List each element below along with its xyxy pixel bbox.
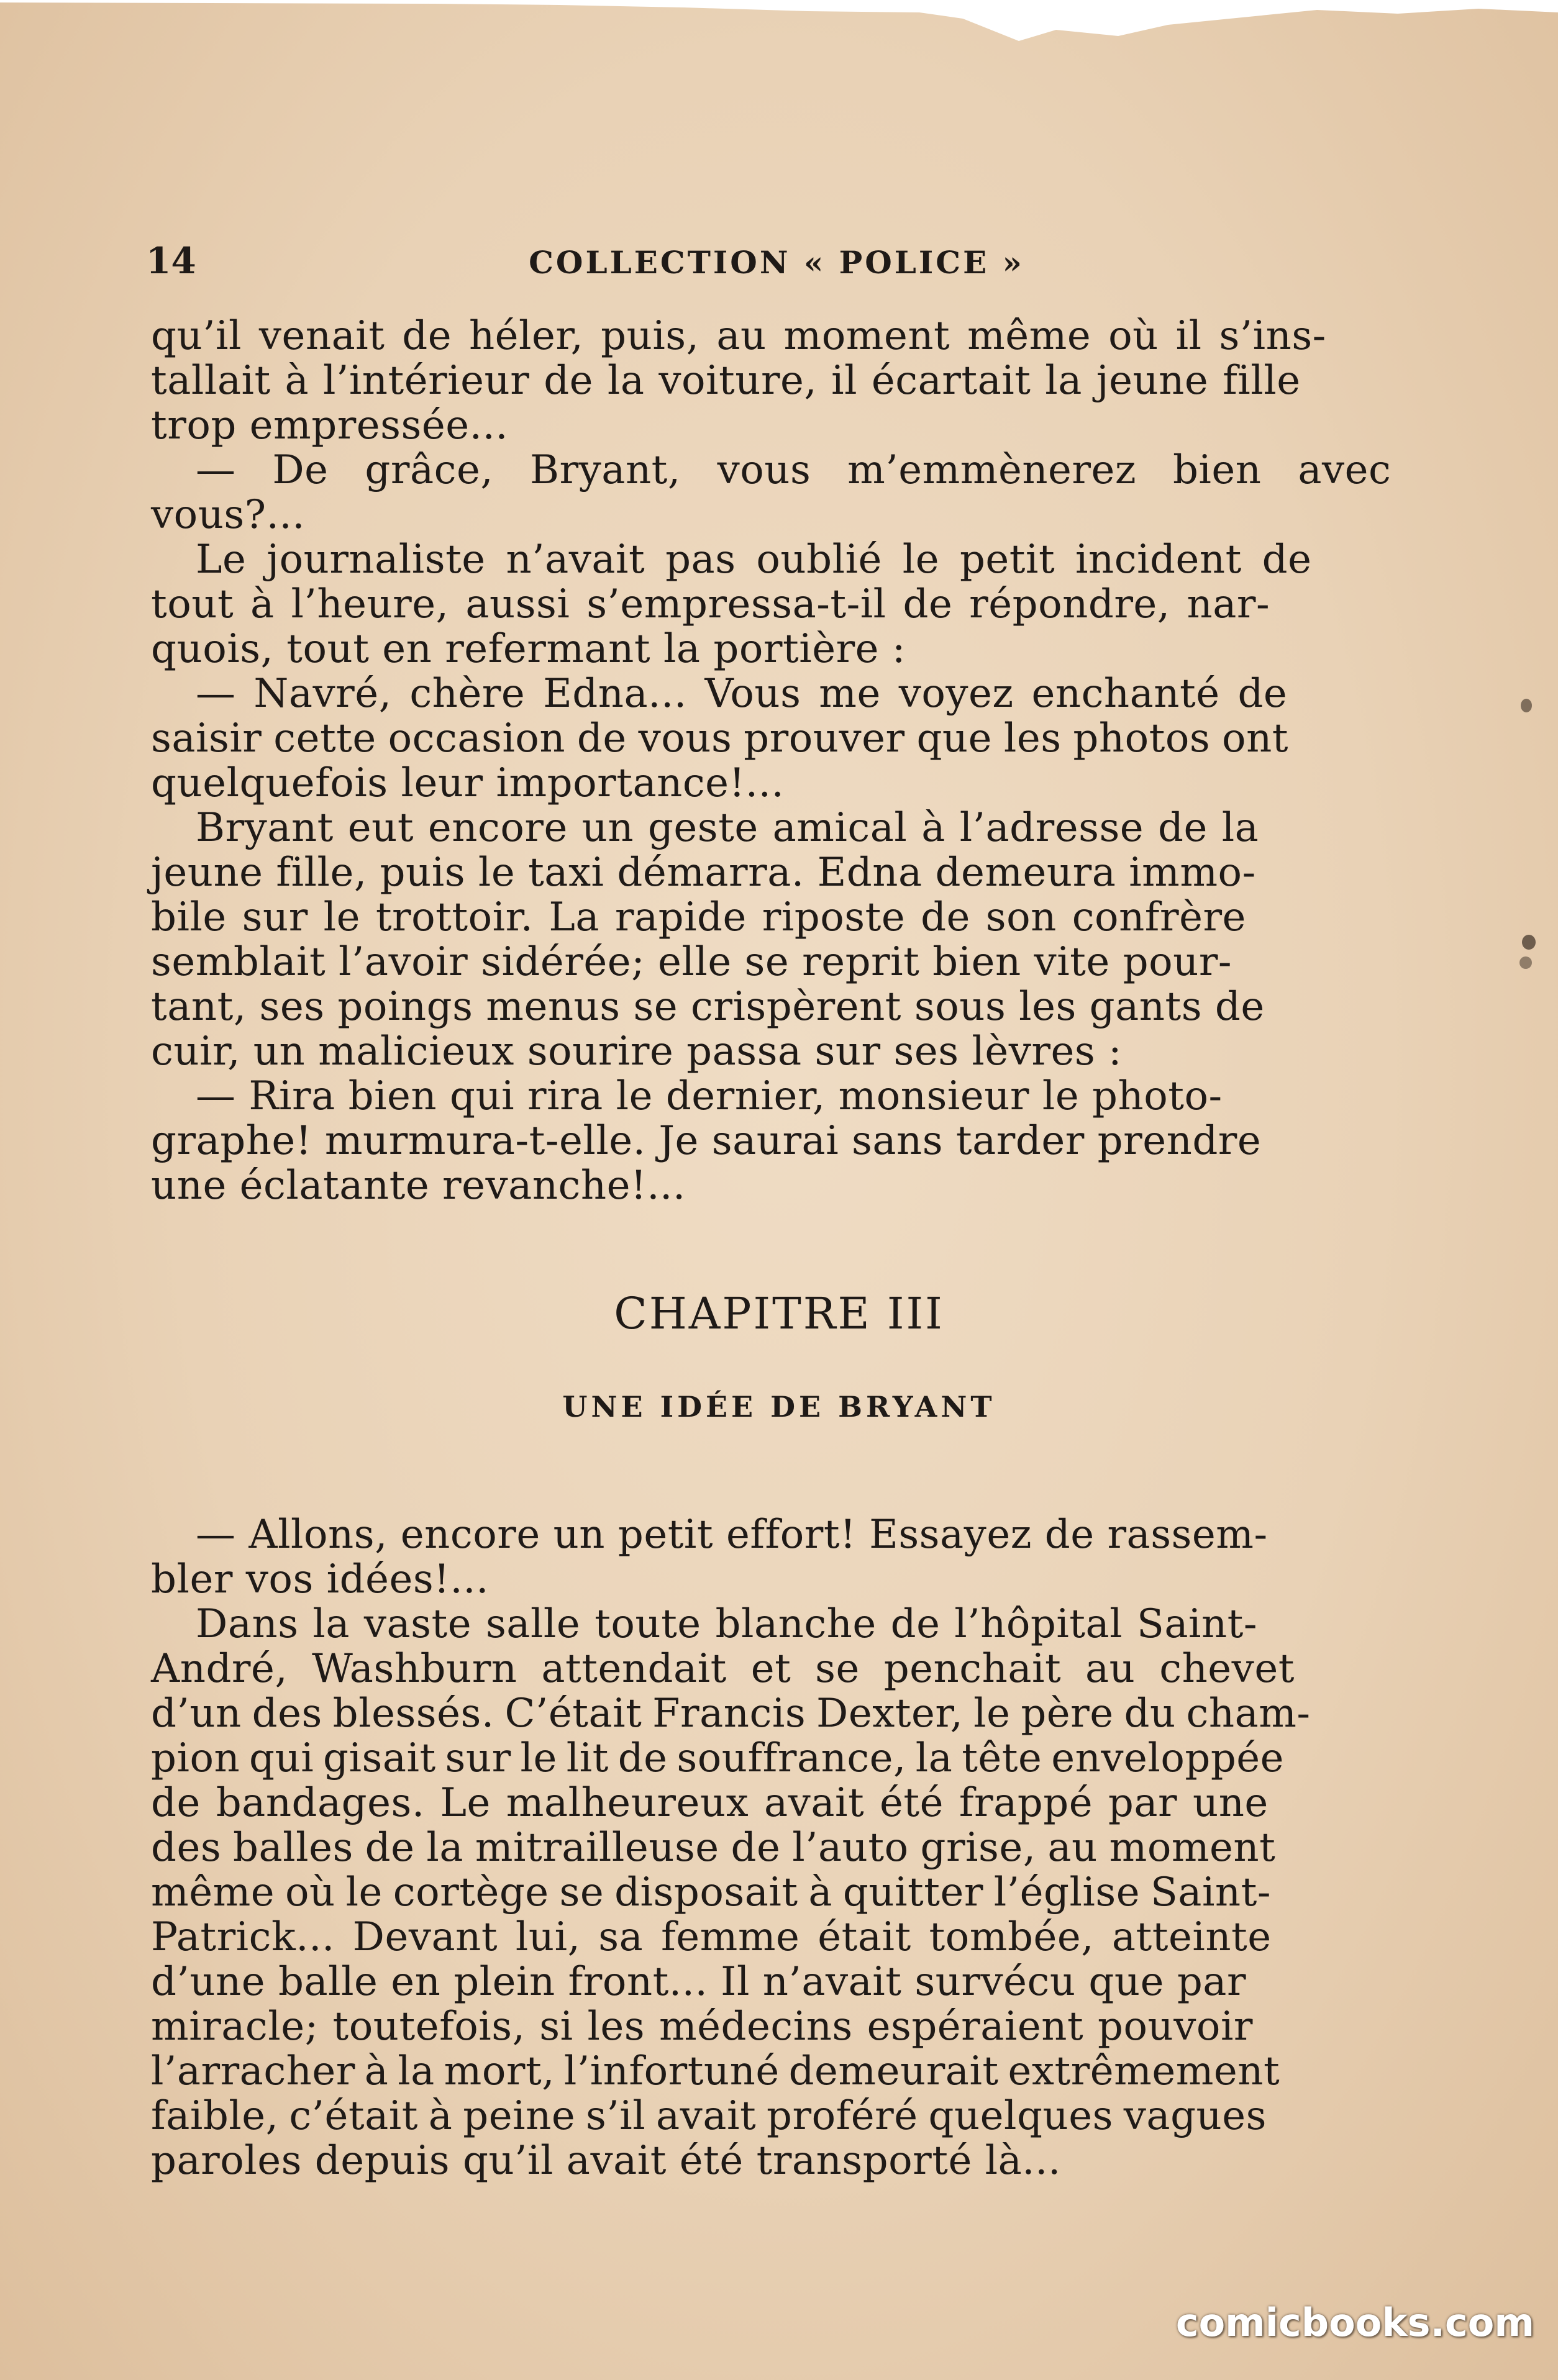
text-line: jeune fille, puis le taxi démarra. Edna demeura immo-: [151, 850, 1256, 896]
text-line: — Rira bien qui rira le dernier, monsieur le photo-: [196, 1073, 1223, 1119]
text-line: Patrick... Devant lui, sa femme était tombée, atteinte: [151, 1914, 1272, 1960]
text-line: même où le cortège se disposait à quitter l’église Saint-: [151, 1869, 1271, 1915]
text-line: — Navré, chère Edna... Vous me voyez enchanté de: [196, 671, 1288, 717]
text-line: quelquefois leur importance!...: [151, 760, 785, 806]
text-line: Bryant eut encore un geste amical à l’adresse de la: [196, 805, 1259, 851]
text-line: — Allons, encore un petit effort! Essayez de rassem-: [196, 1512, 1268, 1558]
paper-stain: [1519, 956, 1532, 969]
text-line: l’arracher à la mort, l’infortuné demeurait extrêmement: [151, 2048, 1280, 2094]
watermark-logo: comicbooks.com: [1175, 2300, 1534, 2345]
running-head: COLLECTION « POLICE »: [529, 244, 1024, 281]
text-section-1: [151, 314, 1407, 1208]
chapter-title: CHAPITRE III: [614, 1288, 944, 1339]
text-line: tallait à l’intérieur de la voiture, il écartait la jeune fille: [151, 358, 1301, 404]
text-line: qu’il venait de héler, puis, au moment même où il s’ins-: [151, 313, 1326, 359]
text-line: — De grâce, Bryant, vous m’emmènerez bien avec: [196, 447, 1392, 493]
text-line: tant, ses poings menus se crispèrent sous les gants de: [151, 984, 1265, 1030]
text-line: miracle; toutefois, si les médecins espéraient pouvoir: [151, 2004, 1253, 2050]
text-line: cuir, un malicieux sourire passa sur ses lèvres :: [151, 1029, 1123, 1074]
page-header: [146, 236, 1407, 286]
text-line: paroles depuis qu’il avait été transporté là...: [151, 2138, 1061, 2184]
text-line: faible, c’était à peine s’il avait proféré quelques vagues: [151, 2093, 1267, 2139]
text-line: semblait l’avoir sidérée; elle se reprit bien vite pour-: [151, 939, 1232, 985]
paper-stain: [1522, 935, 1536, 950]
text-line: des balles de la mitrailleuse de l’auto grise, au moment: [151, 1825, 1276, 1871]
text-line: Le journaliste n’avait pas oublié le petit incident de: [196, 537, 1312, 583]
text-line: tout à l’heure, aussi s’empressa-t-il de répondre, nar-: [151, 581, 1270, 627]
text-line: bler vos idées!...: [151, 1556, 489, 1602]
text-line: saisir cette occasion de vous prouver que les photos ont: [151, 715, 1288, 761]
text-line: d’une balle en plein front... Il n’avait survécu que par: [151, 1959, 1247, 2005]
page-number: 14: [146, 240, 196, 282]
text-line: bile sur le trottoir. La rapide riposte de son confrère: [151, 894, 1246, 940]
text-line: graphe! murmura-t-elle. Je saurai sans tarder prendre: [151, 1118, 1262, 1164]
chapter-subtitle: UNE IDÉE DE BRYANT: [562, 1390, 996, 1424]
text-line: André, Washburn attendait et se penchait au chevet: [151, 1646, 1295, 1692]
text-line: Dans la vaste salle toute blanche de l’hôpital Saint-: [196, 1601, 1257, 1647]
torn-top-edge: [0, 0, 1558, 43]
text-line: d’un des blessés. C’était Francis Dexter, le père du cham-: [151, 1691, 1311, 1737]
text-line: trop empressée...: [151, 402, 509, 448]
text-section-2: [151, 1512, 1407, 2183]
text-line: de bandages. Le malheureux avait été frappé par une: [151, 1780, 1269, 1826]
text-line: vous?...: [151, 492, 306, 538]
text-line: pion qui gisait sur le lit de souffrance, la tête enveloppée: [151, 1735, 1285, 1781]
text-line: une éclatante revanche!...: [151, 1163, 686, 1209]
text-line: quois, tout en refermant la portière :: [151, 626, 906, 672]
paper-stain: [1521, 699, 1532, 712]
